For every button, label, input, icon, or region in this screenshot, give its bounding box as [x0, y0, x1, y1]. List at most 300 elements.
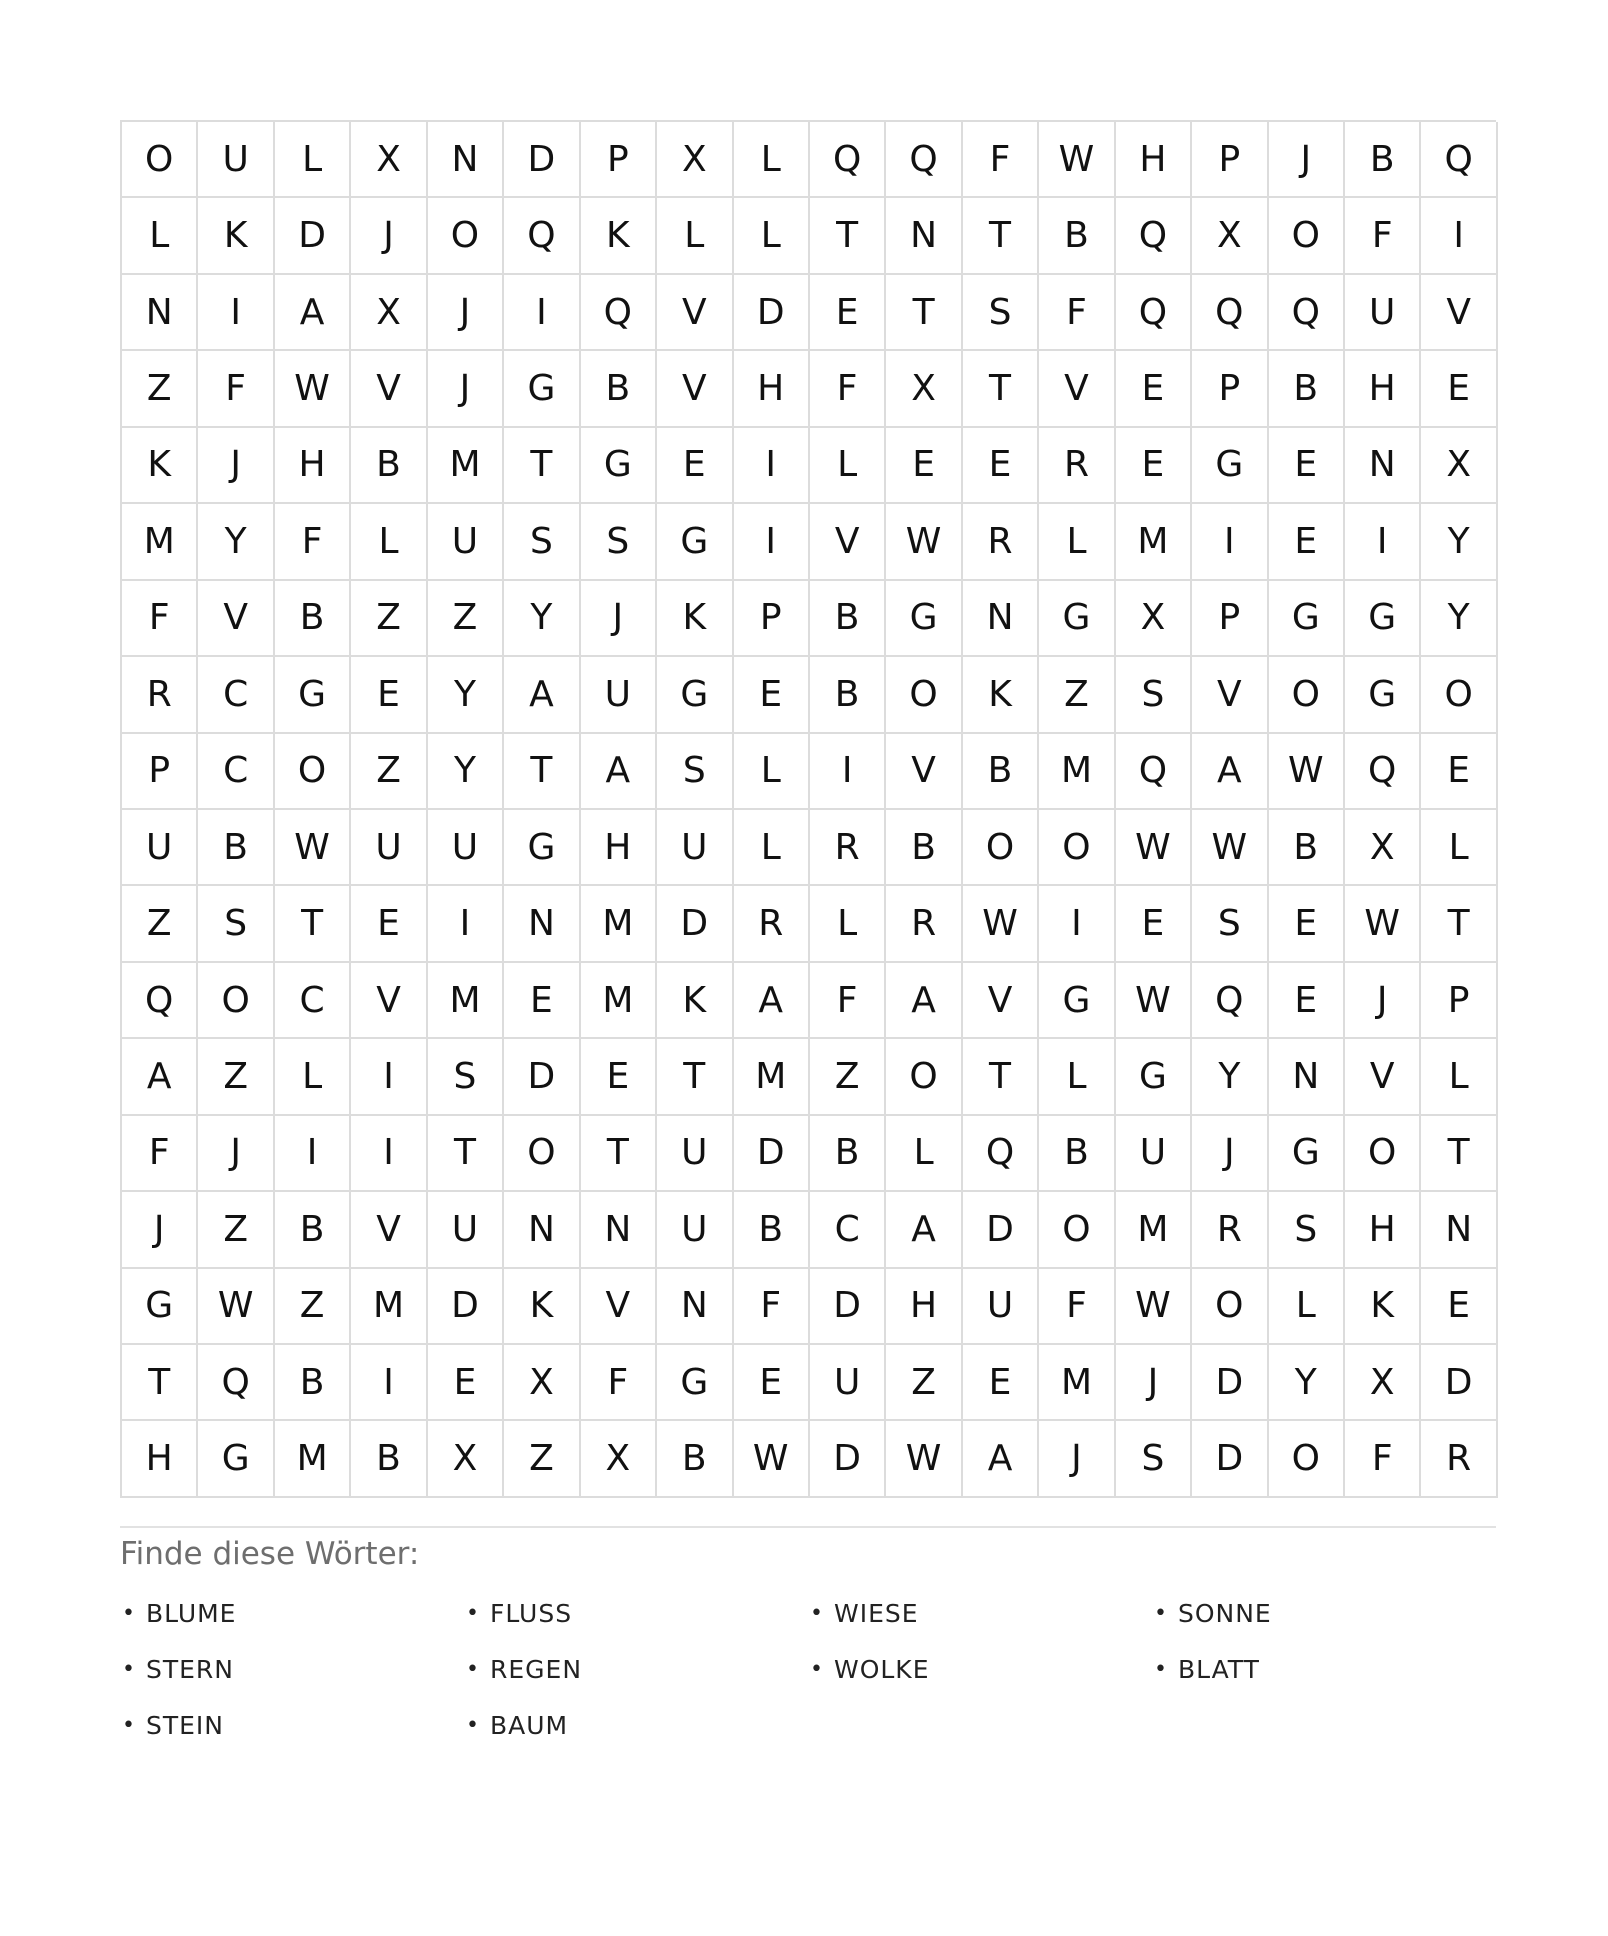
grid-cell[interactable]: A: [275, 275, 351, 351]
grid-cell[interactable]: J: [428, 275, 504, 351]
grid-cell[interactable]: B: [581, 351, 657, 427]
grid-cell[interactable]: V: [1039, 351, 1115, 427]
grid-cell[interactable]: N: [122, 275, 198, 351]
grid-cell[interactable]: B: [351, 428, 427, 504]
grid-cell[interactable]: K: [657, 581, 733, 657]
grid-cell[interactable]: E: [351, 886, 427, 962]
grid-cell[interactable]: O: [1421, 657, 1497, 733]
grid-cell[interactable]: T: [963, 1039, 1039, 1115]
grid-cell[interactable]: V: [351, 1192, 427, 1268]
grid-cell[interactable]: Q: [1116, 734, 1192, 810]
grid-cell[interactable]: V: [810, 504, 886, 580]
grid-cell[interactable]: G: [886, 581, 962, 657]
grid-cell[interactable]: A: [581, 734, 657, 810]
grid-cell[interactable]: L: [810, 886, 886, 962]
grid-cell[interactable]: G: [1192, 428, 1268, 504]
grid-cell[interactable]: E: [1116, 886, 1192, 962]
grid-cell[interactable]: H: [581, 810, 657, 886]
grid-cell[interactable]: F: [1039, 275, 1115, 351]
grid-cell[interactable]: M: [1039, 734, 1115, 810]
grid-cell[interactable]: W: [1116, 810, 1192, 886]
grid-cell[interactable]: G: [1269, 1116, 1345, 1192]
grid-cell[interactable]: O: [198, 963, 274, 1039]
grid-cell[interactable]: L: [1421, 1039, 1497, 1115]
grid-cell[interactable]: U: [1116, 1116, 1192, 1192]
grid-cell[interactable]: B: [886, 810, 962, 886]
grid-cell[interactable]: P: [581, 122, 657, 198]
grid-cell[interactable]: I: [351, 1345, 427, 1421]
grid-cell[interactable]: D: [504, 1039, 580, 1115]
grid-cell[interactable]: N: [581, 1192, 657, 1268]
grid-cell[interactable]: W: [886, 1421, 962, 1497]
grid-cell[interactable]: G: [122, 1269, 198, 1345]
grid-cell[interactable]: L: [810, 428, 886, 504]
grid-cell[interactable]: U: [428, 1192, 504, 1268]
grid-cell[interactable]: W: [1039, 122, 1115, 198]
grid-cell[interactable]: U: [1345, 275, 1421, 351]
grid-cell[interactable]: Y: [1421, 504, 1497, 580]
grid-cell[interactable]: U: [581, 657, 657, 733]
grid-cell[interactable]: H: [1116, 122, 1192, 198]
grid-cell[interactable]: E: [1116, 428, 1192, 504]
grid-cell[interactable]: F: [810, 351, 886, 427]
grid-cell[interactable]: X: [1345, 1345, 1421, 1421]
grid-cell[interactable]: U: [122, 810, 198, 886]
grid-cell[interactable]: O: [1039, 810, 1115, 886]
grid-cell[interactable]: N: [1269, 1039, 1345, 1115]
grid-cell[interactable]: P: [1192, 122, 1268, 198]
grid-cell[interactable]: L: [657, 198, 733, 274]
grid-cell[interactable]: B: [1269, 810, 1345, 886]
grid-cell[interactable]: Z: [886, 1345, 962, 1421]
grid-cell[interactable]: U: [657, 1116, 733, 1192]
grid-cell[interactable]: S: [198, 886, 274, 962]
grid-cell[interactable]: D: [810, 1421, 886, 1497]
grid-cell[interactable]: V: [1345, 1039, 1421, 1115]
grid-cell[interactable]: M: [428, 963, 504, 1039]
grid-cell[interactable]: V: [657, 275, 733, 351]
grid-cell[interactable]: B: [734, 1192, 810, 1268]
grid-cell[interactable]: N: [504, 886, 580, 962]
grid-cell[interactable]: C: [275, 963, 351, 1039]
grid-cell[interactable]: F: [581, 1345, 657, 1421]
grid-cell[interactable]: W: [198, 1269, 274, 1345]
grid-cell[interactable]: P: [1192, 581, 1268, 657]
grid-cell[interactable]: N: [886, 198, 962, 274]
grid-cell[interactable]: D: [275, 198, 351, 274]
grid-cell[interactable]: E: [1269, 428, 1345, 504]
grid-cell[interactable]: T: [581, 1116, 657, 1192]
grid-cell[interactable]: D: [1192, 1421, 1268, 1497]
grid-cell[interactable]: Z: [351, 581, 427, 657]
grid-cell[interactable]: B: [275, 1345, 351, 1421]
grid-cell[interactable]: O: [963, 810, 1039, 886]
grid-cell[interactable]: F: [1345, 1421, 1421, 1497]
grid-cell[interactable]: U: [657, 810, 733, 886]
grid-cell[interactable]: L: [886, 1116, 962, 1192]
grid-cell[interactable]: G: [581, 428, 657, 504]
grid-cell[interactable]: P: [1192, 351, 1268, 427]
grid-cell[interactable]: Y: [1421, 581, 1497, 657]
grid-cell[interactable]: E: [428, 1345, 504, 1421]
grid-cell[interactable]: W: [1116, 963, 1192, 1039]
grid-cell[interactable]: G: [1269, 581, 1345, 657]
grid-cell[interactable]: O: [886, 1039, 962, 1115]
grid-cell[interactable]: S: [581, 504, 657, 580]
grid-cell[interactable]: D: [504, 122, 580, 198]
grid-cell[interactable]: E: [734, 657, 810, 733]
grid-cell[interactable]: D: [428, 1269, 504, 1345]
grid-cell[interactable]: S: [657, 734, 733, 810]
grid-cell[interactable]: L: [734, 198, 810, 274]
grid-cell[interactable]: O: [275, 734, 351, 810]
grid-cell[interactable]: S: [963, 275, 1039, 351]
grid-cell[interactable]: J: [1192, 1116, 1268, 1192]
grid-cell[interactable]: U: [657, 1192, 733, 1268]
grid-cell[interactable]: I: [351, 1039, 427, 1115]
grid-cell[interactable]: E: [1269, 963, 1345, 1039]
grid-cell[interactable]: I: [1345, 504, 1421, 580]
grid-cell[interactable]: Z: [351, 734, 427, 810]
grid-cell[interactable]: K: [122, 428, 198, 504]
grid-cell[interactable]: T: [504, 428, 580, 504]
grid-cell[interactable]: P: [1421, 963, 1497, 1039]
grid-cell[interactable]: V: [1421, 275, 1497, 351]
grid-cell[interactable]: F: [275, 504, 351, 580]
grid-cell[interactable]: X: [1345, 810, 1421, 886]
grid-cell[interactable]: Y: [1269, 1345, 1345, 1421]
grid-cell[interactable]: L: [1269, 1269, 1345, 1345]
grid-cell[interactable]: B: [657, 1421, 733, 1497]
grid-cell[interactable]: E: [504, 963, 580, 1039]
grid-cell[interactable]: C: [198, 734, 274, 810]
grid-cell[interactable]: L: [734, 810, 810, 886]
grid-cell[interactable]: R: [886, 886, 962, 962]
grid-cell[interactable]: E: [963, 428, 1039, 504]
grid-cell[interactable]: O: [1269, 1421, 1345, 1497]
grid-cell[interactable]: L: [1039, 504, 1115, 580]
grid-cell[interactable]: B: [810, 1116, 886, 1192]
grid-cell[interactable]: T: [963, 198, 1039, 274]
grid-cell[interactable]: H: [122, 1421, 198, 1497]
grid-cell[interactable]: X: [1116, 581, 1192, 657]
grid-cell[interactable]: S: [504, 504, 580, 580]
grid-cell[interactable]: M: [1039, 1345, 1115, 1421]
grid-cell[interactable]: J: [1269, 122, 1345, 198]
grid-cell[interactable]: I: [1421, 198, 1497, 274]
grid-cell[interactable]: A: [963, 1421, 1039, 1497]
grid-cell[interactable]: B: [1345, 122, 1421, 198]
grid-cell[interactable]: G: [1039, 963, 1115, 1039]
grid-cell[interactable]: Y: [428, 657, 504, 733]
grid-cell[interactable]: S: [1116, 657, 1192, 733]
grid-cell[interactable]: H: [1345, 351, 1421, 427]
grid-cell[interactable]: U: [428, 810, 504, 886]
grid-cell[interactable]: J: [1039, 1421, 1115, 1497]
grid-cell[interactable]: O: [1269, 198, 1345, 274]
grid-cell[interactable]: E: [581, 1039, 657, 1115]
grid-cell[interactable]: I: [1192, 504, 1268, 580]
grid-cell[interactable]: P: [122, 734, 198, 810]
grid-cell[interactable]: T: [428, 1116, 504, 1192]
grid-cell[interactable]: T: [1421, 886, 1497, 962]
grid-cell[interactable]: F: [963, 122, 1039, 198]
grid-cell[interactable]: Q: [581, 275, 657, 351]
grid-cell[interactable]: V: [657, 351, 733, 427]
grid-cell[interactable]: L: [122, 198, 198, 274]
grid-cell[interactable]: T: [657, 1039, 733, 1115]
grid-cell[interactable]: G: [1116, 1039, 1192, 1115]
grid-cell[interactable]: Q: [1421, 122, 1497, 198]
grid-cell[interactable]: V: [351, 351, 427, 427]
grid-cell[interactable]: Z: [198, 1192, 274, 1268]
grid-cell[interactable]: Y: [428, 734, 504, 810]
grid-cell[interactable]: Q: [1192, 963, 1268, 1039]
grid-cell[interactable]: A: [504, 657, 580, 733]
grid-cell[interactable]: E: [810, 275, 886, 351]
grid-cell[interactable]: U: [428, 504, 504, 580]
grid-cell[interactable]: C: [198, 657, 274, 733]
grid-cell[interactable]: X: [504, 1345, 580, 1421]
grid-cell[interactable]: T: [810, 198, 886, 274]
grid-cell[interactable]: O: [122, 122, 198, 198]
grid-cell[interactable]: M: [428, 428, 504, 504]
grid-cell[interactable]: B: [275, 581, 351, 657]
grid-cell[interactable]: J: [1345, 963, 1421, 1039]
grid-cell[interactable]: H: [886, 1269, 962, 1345]
grid-cell[interactable]: E: [657, 428, 733, 504]
grid-cell[interactable]: T: [1421, 1116, 1497, 1192]
grid-cell[interactable]: Q: [810, 122, 886, 198]
grid-cell[interactable]: H: [1345, 1192, 1421, 1268]
grid-cell[interactable]: E: [963, 1345, 1039, 1421]
grid-cell[interactable]: S: [428, 1039, 504, 1115]
grid-cell[interactable]: A: [122, 1039, 198, 1115]
grid-cell[interactable]: M: [734, 1039, 810, 1115]
grid-cell[interactable]: P: [734, 581, 810, 657]
grid-cell[interactable]: X: [428, 1421, 504, 1497]
grid-cell[interactable]: K: [504, 1269, 580, 1345]
grid-cell[interactable]: T: [504, 734, 580, 810]
grid-cell[interactable]: Q: [198, 1345, 274, 1421]
grid-cell[interactable]: O: [1345, 1116, 1421, 1192]
grid-cell[interactable]: B: [810, 581, 886, 657]
grid-cell[interactable]: D: [1192, 1345, 1268, 1421]
grid-cell[interactable]: Q: [1192, 275, 1268, 351]
grid-cell[interactable]: A: [886, 963, 962, 1039]
grid-cell[interactable]: E: [1421, 351, 1497, 427]
grid-cell[interactable]: K: [963, 657, 1039, 733]
grid-cell[interactable]: T: [963, 351, 1039, 427]
grid-cell[interactable]: E: [1269, 886, 1345, 962]
grid-cell[interactable]: A: [886, 1192, 962, 1268]
grid-cell[interactable]: E: [1421, 734, 1497, 810]
grid-cell[interactable]: G: [657, 1345, 733, 1421]
grid-cell[interactable]: G: [504, 351, 580, 427]
grid-cell[interactable]: B: [963, 734, 1039, 810]
grid-cell[interactable]: Y: [504, 581, 580, 657]
grid-cell[interactable]: V: [1192, 657, 1268, 733]
grid-cell[interactable]: U: [963, 1269, 1039, 1345]
grid-cell[interactable]: L: [734, 734, 810, 810]
grid-cell[interactable]: O: [504, 1116, 580, 1192]
grid-cell[interactable]: X: [1192, 198, 1268, 274]
grid-cell[interactable]: X: [1421, 428, 1497, 504]
grid-cell[interactable]: M: [275, 1421, 351, 1497]
grid-cell[interactable]: I: [275, 1116, 351, 1192]
grid-cell[interactable]: G: [1345, 581, 1421, 657]
grid-cell[interactable]: V: [963, 963, 1039, 1039]
grid-cell[interactable]: W: [275, 351, 351, 427]
grid-cell[interactable]: L: [351, 504, 427, 580]
grid-cell[interactable]: M: [1116, 504, 1192, 580]
grid-cell[interactable]: T: [122, 1345, 198, 1421]
grid-cell[interactable]: K: [1345, 1269, 1421, 1345]
grid-cell[interactable]: A: [1192, 734, 1268, 810]
grid-cell[interactable]: J: [1116, 1345, 1192, 1421]
grid-cell[interactable]: H: [734, 351, 810, 427]
grid-cell[interactable]: F: [810, 963, 886, 1039]
grid-cell[interactable]: D: [657, 886, 733, 962]
grid-cell[interactable]: R: [1192, 1192, 1268, 1268]
grid-cell[interactable]: Z: [1039, 657, 1115, 733]
grid-cell[interactable]: Q: [1345, 734, 1421, 810]
grid-cell[interactable]: S: [1192, 886, 1268, 962]
grid-cell[interactable]: W: [734, 1421, 810, 1497]
grid-cell[interactable]: G: [1345, 657, 1421, 733]
grid-cell[interactable]: X: [581, 1421, 657, 1497]
grid-cell[interactable]: N: [1345, 428, 1421, 504]
grid-cell[interactable]: G: [657, 504, 733, 580]
grid-cell[interactable]: I: [734, 504, 810, 580]
grid-cell[interactable]: E: [734, 1345, 810, 1421]
grid-cell[interactable]: B: [1039, 1116, 1115, 1192]
grid-cell[interactable]: J: [198, 1116, 274, 1192]
grid-cell[interactable]: Z: [122, 886, 198, 962]
grid-cell[interactable]: W: [1116, 1269, 1192, 1345]
grid-cell[interactable]: E: [886, 428, 962, 504]
grid-cell[interactable]: T: [886, 275, 962, 351]
grid-cell[interactable]: Q: [1116, 198, 1192, 274]
grid-cell[interactable]: E: [1421, 1269, 1497, 1345]
grid-cell[interactable]: B: [1039, 198, 1115, 274]
grid-cell[interactable]: L: [275, 122, 351, 198]
grid-cell[interactable]: V: [581, 1269, 657, 1345]
grid-cell[interactable]: K: [581, 198, 657, 274]
grid-cell[interactable]: L: [734, 122, 810, 198]
grid-cell[interactable]: X: [657, 122, 733, 198]
grid-cell[interactable]: E: [351, 657, 427, 733]
grid-cell[interactable]: D: [734, 275, 810, 351]
grid-cell[interactable]: I: [734, 428, 810, 504]
grid-cell[interactable]: D: [963, 1192, 1039, 1268]
grid-cell[interactable]: I: [810, 734, 886, 810]
grid-cell[interactable]: F: [198, 351, 274, 427]
grid-cell[interactable]: M: [581, 886, 657, 962]
grid-cell[interactable]: R: [810, 810, 886, 886]
grid-cell[interactable]: R: [734, 886, 810, 962]
grid-cell[interactable]: G: [275, 657, 351, 733]
grid-cell[interactable]: O: [428, 198, 504, 274]
grid-cell[interactable]: M: [122, 504, 198, 580]
grid-cell[interactable]: F: [1345, 198, 1421, 274]
grid-cell[interactable]: U: [351, 810, 427, 886]
grid-cell[interactable]: Z: [275, 1269, 351, 1345]
grid-cell[interactable]: O: [1039, 1192, 1115, 1268]
grid-cell[interactable]: W: [963, 886, 1039, 962]
grid-cell[interactable]: M: [581, 963, 657, 1039]
grid-cell[interactable]: Q: [963, 1116, 1039, 1192]
grid-cell[interactable]: E: [1269, 504, 1345, 580]
grid-cell[interactable]: N: [657, 1269, 733, 1345]
grid-cell[interactable]: Z: [198, 1039, 274, 1115]
grid-cell[interactable]: M: [351, 1269, 427, 1345]
grid-cell[interactable]: O: [886, 657, 962, 733]
grid-cell[interactable]: J: [122, 1192, 198, 1268]
grid-cell[interactable]: O: [1192, 1269, 1268, 1345]
grid-cell[interactable]: R: [963, 504, 1039, 580]
grid-cell[interactable]: F: [1039, 1269, 1115, 1345]
grid-cell[interactable]: Z: [810, 1039, 886, 1115]
grid-cell[interactable]: R: [122, 657, 198, 733]
grid-cell[interactable]: B: [275, 1192, 351, 1268]
grid-cell[interactable]: C: [810, 1192, 886, 1268]
grid-cell[interactable]: G: [1039, 581, 1115, 657]
grid-cell[interactable]: I: [198, 275, 274, 351]
grid-cell[interactable]: K: [657, 963, 733, 1039]
grid-cell[interactable]: R: [1039, 428, 1115, 504]
grid-cell[interactable]: S: [1116, 1421, 1192, 1497]
grid-cell[interactable]: J: [198, 428, 274, 504]
grid-cell[interactable]: U: [198, 122, 274, 198]
grid-cell[interactable]: T: [275, 886, 351, 962]
grid-cell[interactable]: W: [886, 504, 962, 580]
grid-cell[interactable]: G: [504, 810, 580, 886]
grid-cell[interactable]: I: [1039, 886, 1115, 962]
grid-cell[interactable]: D: [1421, 1345, 1497, 1421]
grid-cell[interactable]: W: [1345, 886, 1421, 962]
grid-cell[interactable]: Y: [198, 504, 274, 580]
grid-cell[interactable]: M: [1116, 1192, 1192, 1268]
grid-cell[interactable]: I: [351, 1116, 427, 1192]
grid-cell[interactable]: V: [886, 734, 962, 810]
grid-cell[interactable]: A: [734, 963, 810, 1039]
grid-cell[interactable]: L: [1039, 1039, 1115, 1115]
grid-cell[interactable]: N: [504, 1192, 580, 1268]
grid-cell[interactable]: G: [657, 657, 733, 733]
grid-cell[interactable]: W: [275, 810, 351, 886]
grid-cell[interactable]: Q: [1269, 275, 1345, 351]
grid-cell[interactable]: J: [351, 198, 427, 274]
grid-cell[interactable]: D: [810, 1269, 886, 1345]
grid-cell[interactable]: F: [122, 581, 198, 657]
grid-cell[interactable]: I: [504, 275, 580, 351]
grid-cell[interactable]: L: [1421, 810, 1497, 886]
grid-cell[interactable]: W: [1192, 810, 1268, 886]
grid-cell[interactable]: F: [734, 1269, 810, 1345]
grid-cell[interactable]: N: [963, 581, 1039, 657]
grid-cell[interactable]: R: [1421, 1421, 1497, 1497]
grid-cell[interactable]: Z: [428, 581, 504, 657]
grid-cell[interactable]: J: [581, 581, 657, 657]
grid-cell[interactable]: E: [1116, 351, 1192, 427]
grid-cell[interactable]: Z: [504, 1421, 580, 1497]
grid-cell[interactable]: Q: [504, 198, 580, 274]
grid-cell[interactable]: X: [351, 275, 427, 351]
grid-cell[interactable]: V: [351, 963, 427, 1039]
grid-cell[interactable]: O: [1269, 657, 1345, 733]
grid-cell[interactable]: I: [428, 886, 504, 962]
